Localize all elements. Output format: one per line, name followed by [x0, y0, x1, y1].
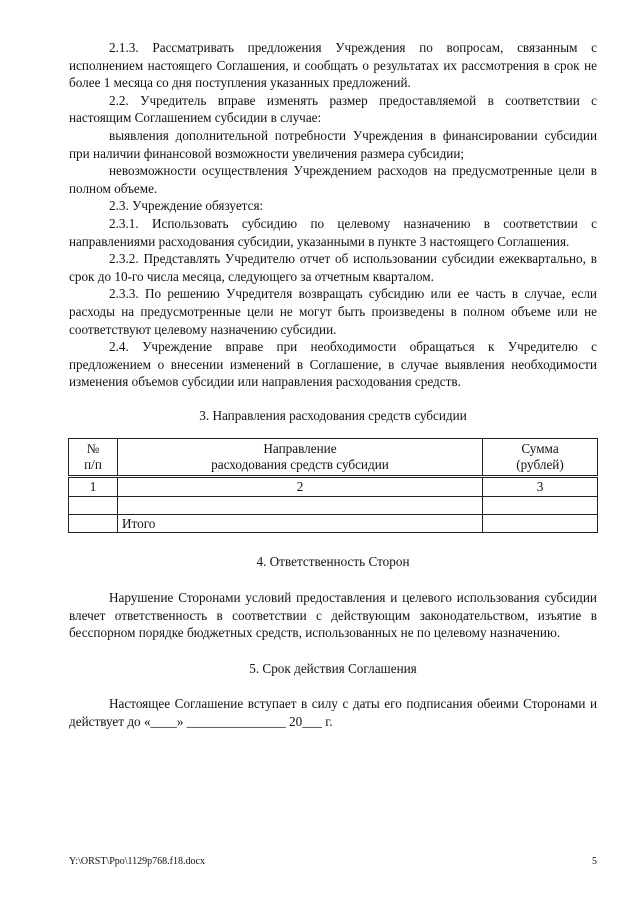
- column-amount-header: Сумма (рублей): [483, 439, 598, 477]
- paragraph-2-2-case-2: невозможности осуществления Учреждением расходов на предусмотренные цели в полном объеме.: [69, 163, 597, 196]
- table-cell: 3: [483, 477, 598, 497]
- page-number: 5: [592, 856, 597, 867]
- table-cell: 2: [118, 477, 483, 497]
- section-3-title: 3. Направления расходования средств субсидии: [199, 407, 467, 423]
- table-row-empty: [69, 497, 598, 515]
- section-4-text: Нарушение Сторонами условий предоставления и целевого использования субсидии влечет ответственность в соответствии с действующим законодательством, изъятие в бесспорном порядке бюджетных средств, использованных не по целевому назначению.: [69, 590, 597, 641]
- paragraph-2-3-1: 2.3.1. Использовать субсидию по целевому назначению в соответствии с направлениями расходования субсидии, указанными в пункте 3 настоящего Соглашения.: [69, 215, 597, 249]
- paragraph-2-3: 2.3. Учреждение обязуется:: [109, 198, 264, 214]
- column-direction-header: Направление расходования средств субсидии: [118, 439, 483, 477]
- table-row-column-numbers: [69, 477, 598, 497]
- section-5-title: 5. Срок действия Соглашения: [249, 660, 417, 676]
- table-cell: [483, 497, 598, 515]
- table-cell: [483, 515, 598, 533]
- paragraph-2-2: 2.2. Учредитель вправе изменять размер предоставляемой в соответствии с настоящим Соглашением субсидии в случае:: [69, 92, 597, 126]
- section-4-title: 4. Ответственность Сторон: [256, 554, 410, 570]
- document-body: [69, 39, 597, 731]
- paragraph-2-4: 2.4. Учреждение вправе при необходимости обращаться к Учредителю с предложением о внесении изменений в Соглашение, в случае выявления необходимости изменения объемов субсидии или направления расходования средств.: [69, 339, 597, 390]
- file-path: Y:\ORST\Ppo\1129p768.f18.docx: [69, 856, 205, 867]
- paragraph-2-3-2: 2.3.2. Представлять Учредителю отчет об использовании субсидии ежеквартально, в срок до 10-го числа месяца, следующего за отчетным кварталом.: [69, 251, 597, 284]
- table-cell: [69, 515, 118, 533]
- paragraph-2-1-3: 2.1.3. Рассматривать предложения Учреждения по вопросам, связанным с исполнением настоящего Соглашения, и сообщать о результатах их рассмотрения в срок не более 1 месяца со дня поступления указанных предложений.: [69, 40, 597, 91]
- expense-directions-table: [68, 438, 598, 533]
- total-label: Итого: [118, 515, 483, 533]
- table-header-row: [69, 439, 598, 477]
- table-cell: [118, 497, 483, 515]
- paragraph-2-2-case-1: выявления дополнительной потребности Учреждения в финансировании субсидии при наличии финансовой возможности увеличения размера субсидии;: [69, 127, 597, 161]
- paragraph-2-3-3: 2.3.3. По решению Учредителя возвращать субсидию или ее часть в случае, если расходы на предусмотренные цели не могут быть произведены в полном объеме или не соответствуют целевому назначению субсидии.: [69, 286, 597, 337]
- table-cell: [69, 497, 118, 515]
- table-row-total: [69, 515, 598, 533]
- column-number-header: № п/п: [69, 439, 118, 477]
- table-cell: 1: [69, 477, 118, 497]
- section-5-text: Настоящее Соглашение вступает в силу с даты его подписания обеими Сторонами и действует до «____» _______________ 20___ г.: [69, 696, 597, 730]
